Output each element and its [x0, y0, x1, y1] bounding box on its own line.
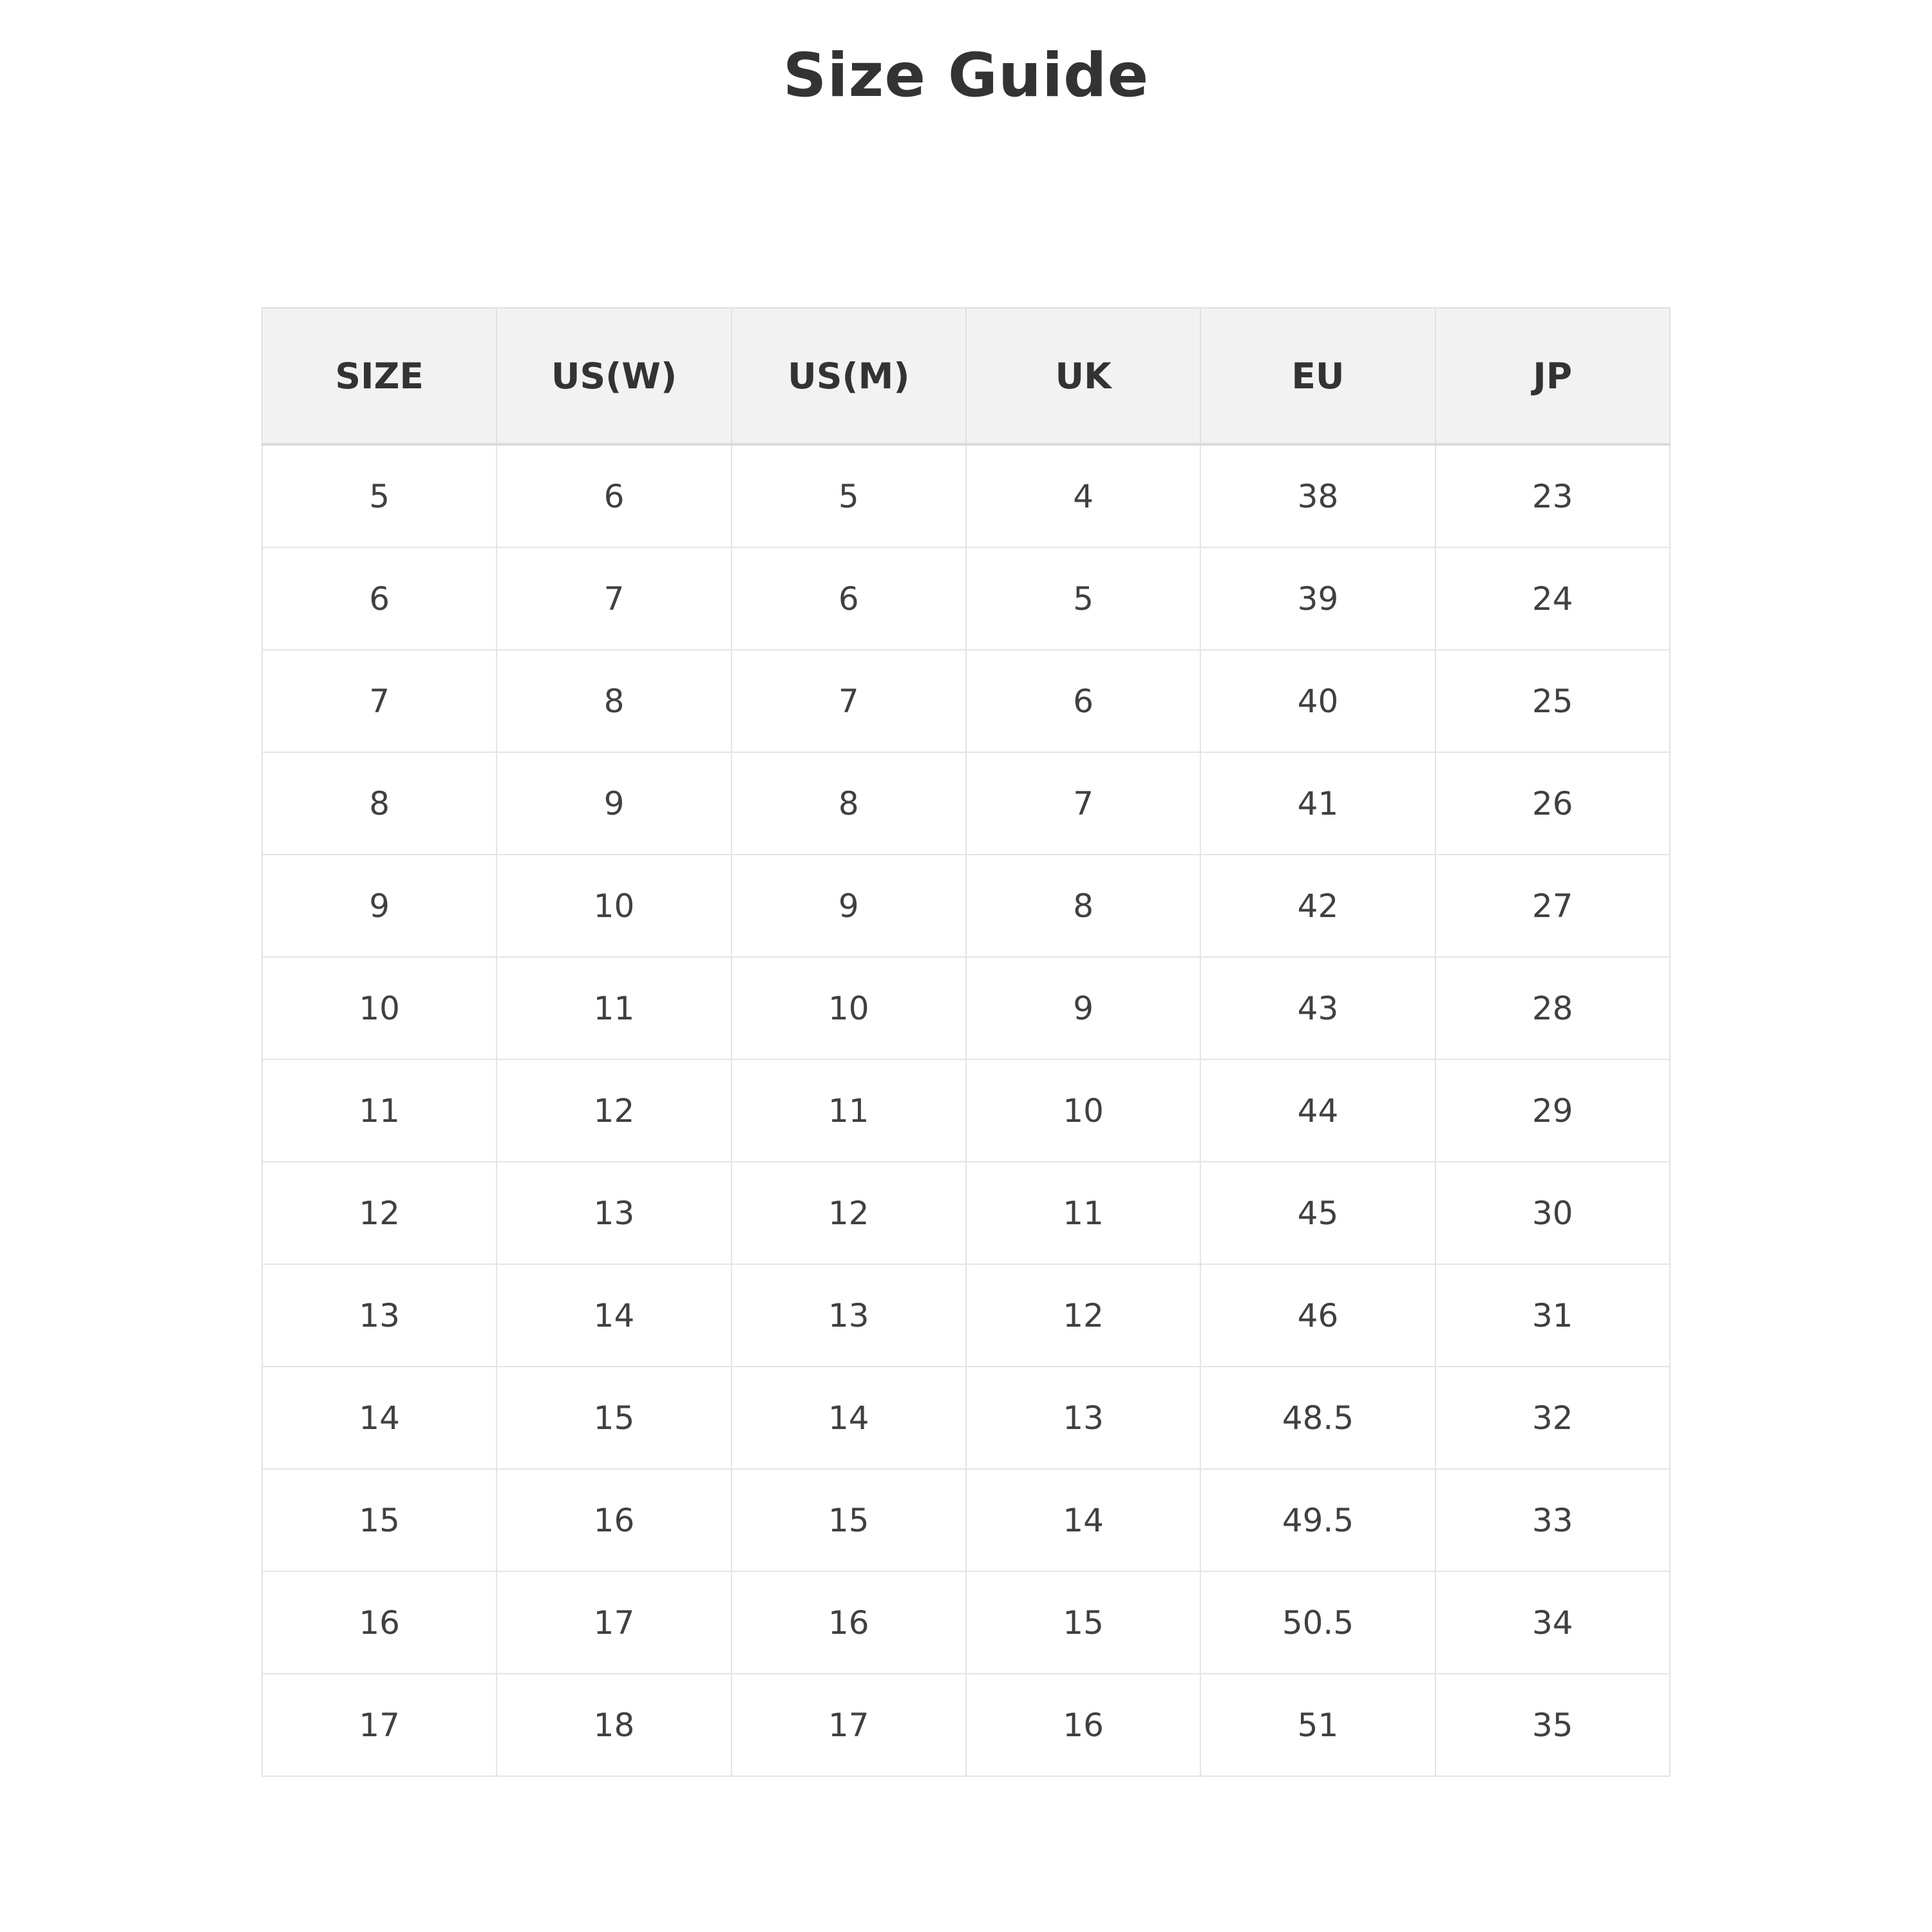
table-cell: 25	[1435, 650, 1670, 752]
column-header-size: SIZE	[262, 308, 497, 444]
table-cell: 33	[1435, 1469, 1670, 1571]
table-cell: 13	[262, 1264, 497, 1367]
table-cell: 45	[1200, 1162, 1435, 1264]
table-cell: 14	[966, 1469, 1200, 1571]
table-cell: 9	[732, 855, 966, 957]
size-table-body	[262, 444, 1670, 1776]
column-header-uk: UK	[966, 308, 1200, 444]
table-cell: 29	[1435, 1059, 1670, 1162]
table-cell: 39	[1200, 547, 1435, 650]
table-cell: 15	[262, 1469, 497, 1571]
table-cell: 9	[497, 752, 731, 855]
table-cell: 7	[497, 547, 731, 650]
table-cell: 11	[732, 1059, 966, 1162]
table-cell: 17	[732, 1674, 966, 1776]
table-cell: 6	[966, 650, 1200, 752]
table-cell: 10	[262, 957, 497, 1059]
column-header-jp: JP	[1435, 308, 1670, 444]
table-cell: 13	[732, 1264, 966, 1367]
table-cell: 48.5	[1200, 1367, 1435, 1469]
table-row	[262, 650, 1670, 752]
table-cell: 7	[732, 650, 966, 752]
table-cell: 31	[1435, 1264, 1670, 1367]
table-cell: 16	[966, 1674, 1200, 1776]
table-cell: 24	[1435, 547, 1670, 650]
table-cell: 18	[497, 1674, 731, 1776]
table-cell: 49.5	[1200, 1469, 1435, 1571]
size-table-header	[262, 308, 1670, 444]
table-cell: 9	[262, 855, 497, 957]
table-row	[262, 444, 1670, 547]
table-cell: 15	[966, 1571, 1200, 1674]
table-cell: 14	[732, 1367, 966, 1469]
table-cell: 8	[966, 855, 1200, 957]
table-cell: 40	[1200, 650, 1435, 752]
table-cell: 43	[1200, 957, 1435, 1059]
table-cell: 51	[1200, 1674, 1435, 1776]
table-cell: 5	[262, 444, 497, 547]
column-header-us-m: US(M)	[732, 308, 966, 444]
table-cell: 16	[732, 1571, 966, 1674]
table-cell: 30	[1435, 1162, 1670, 1264]
table-row	[262, 547, 1670, 650]
table-cell: 26	[1435, 752, 1670, 855]
table-cell: 38	[1200, 444, 1435, 547]
table-cell: 13	[497, 1162, 731, 1264]
header-row	[262, 308, 1670, 444]
table-cell: 7	[262, 650, 497, 752]
table-cell: 6	[262, 547, 497, 650]
table-row	[262, 1162, 1670, 1264]
table-row	[262, 752, 1670, 855]
table-row	[262, 957, 1670, 1059]
table-row	[262, 1264, 1670, 1367]
table-cell: 15	[497, 1367, 731, 1469]
table-cell: 6	[732, 547, 966, 650]
table-row	[262, 1059, 1670, 1162]
table-row	[262, 1367, 1670, 1469]
table-cell: 12	[497, 1059, 731, 1162]
table-row	[262, 1571, 1670, 1674]
table-row	[262, 1469, 1670, 1571]
table-cell: 8	[732, 752, 966, 855]
table-cell: 46	[1200, 1264, 1435, 1367]
table-cell: 12	[732, 1162, 966, 1264]
column-header-eu: EU	[1200, 308, 1435, 444]
table-cell: 41	[1200, 752, 1435, 855]
table-cell: 4	[966, 444, 1200, 547]
table-cell: 11	[966, 1162, 1200, 1264]
table-cell: 27	[1435, 855, 1670, 957]
table-cell: 17	[262, 1674, 497, 1776]
table-cell: 28	[1435, 957, 1670, 1059]
table-cell: 42	[1200, 855, 1435, 957]
table-cell: 5	[732, 444, 966, 547]
table-cell: 12	[262, 1162, 497, 1264]
table-cell: 50.5	[1200, 1571, 1435, 1674]
table-cell: 14	[262, 1367, 497, 1469]
column-header-us-w: US(W)	[497, 308, 731, 444]
table-cell: 11	[497, 957, 731, 1059]
table-cell: 32	[1435, 1367, 1670, 1469]
table-cell: 23	[1435, 444, 1670, 547]
table-cell: 10	[732, 957, 966, 1059]
size-guide-table	[261, 307, 1671, 1777]
table-cell: 35	[1435, 1674, 1670, 1776]
table-cell: 15	[732, 1469, 966, 1571]
table-cell: 44	[1200, 1059, 1435, 1162]
table-cell: 9	[966, 957, 1200, 1059]
table-row	[262, 1674, 1670, 1776]
table-row	[262, 855, 1670, 957]
table-cell: 13	[966, 1367, 1200, 1469]
table-cell: 34	[1435, 1571, 1670, 1674]
table-cell: 6	[497, 444, 731, 547]
table-cell: 14	[497, 1264, 731, 1367]
table-cell: 12	[966, 1264, 1200, 1367]
table-cell: 11	[262, 1059, 497, 1162]
table-cell: 8	[497, 650, 731, 752]
table-cell: 16	[497, 1469, 731, 1571]
table-cell: 7	[966, 752, 1200, 855]
table-cell: 17	[497, 1571, 731, 1674]
page-title: Size Guide	[782, 41, 1150, 111]
table-cell: 10	[497, 855, 731, 957]
table-cell: 16	[262, 1571, 497, 1674]
table-cell: 5	[966, 547, 1200, 650]
table-cell: 8	[262, 752, 497, 855]
table-cell: 10	[966, 1059, 1200, 1162]
